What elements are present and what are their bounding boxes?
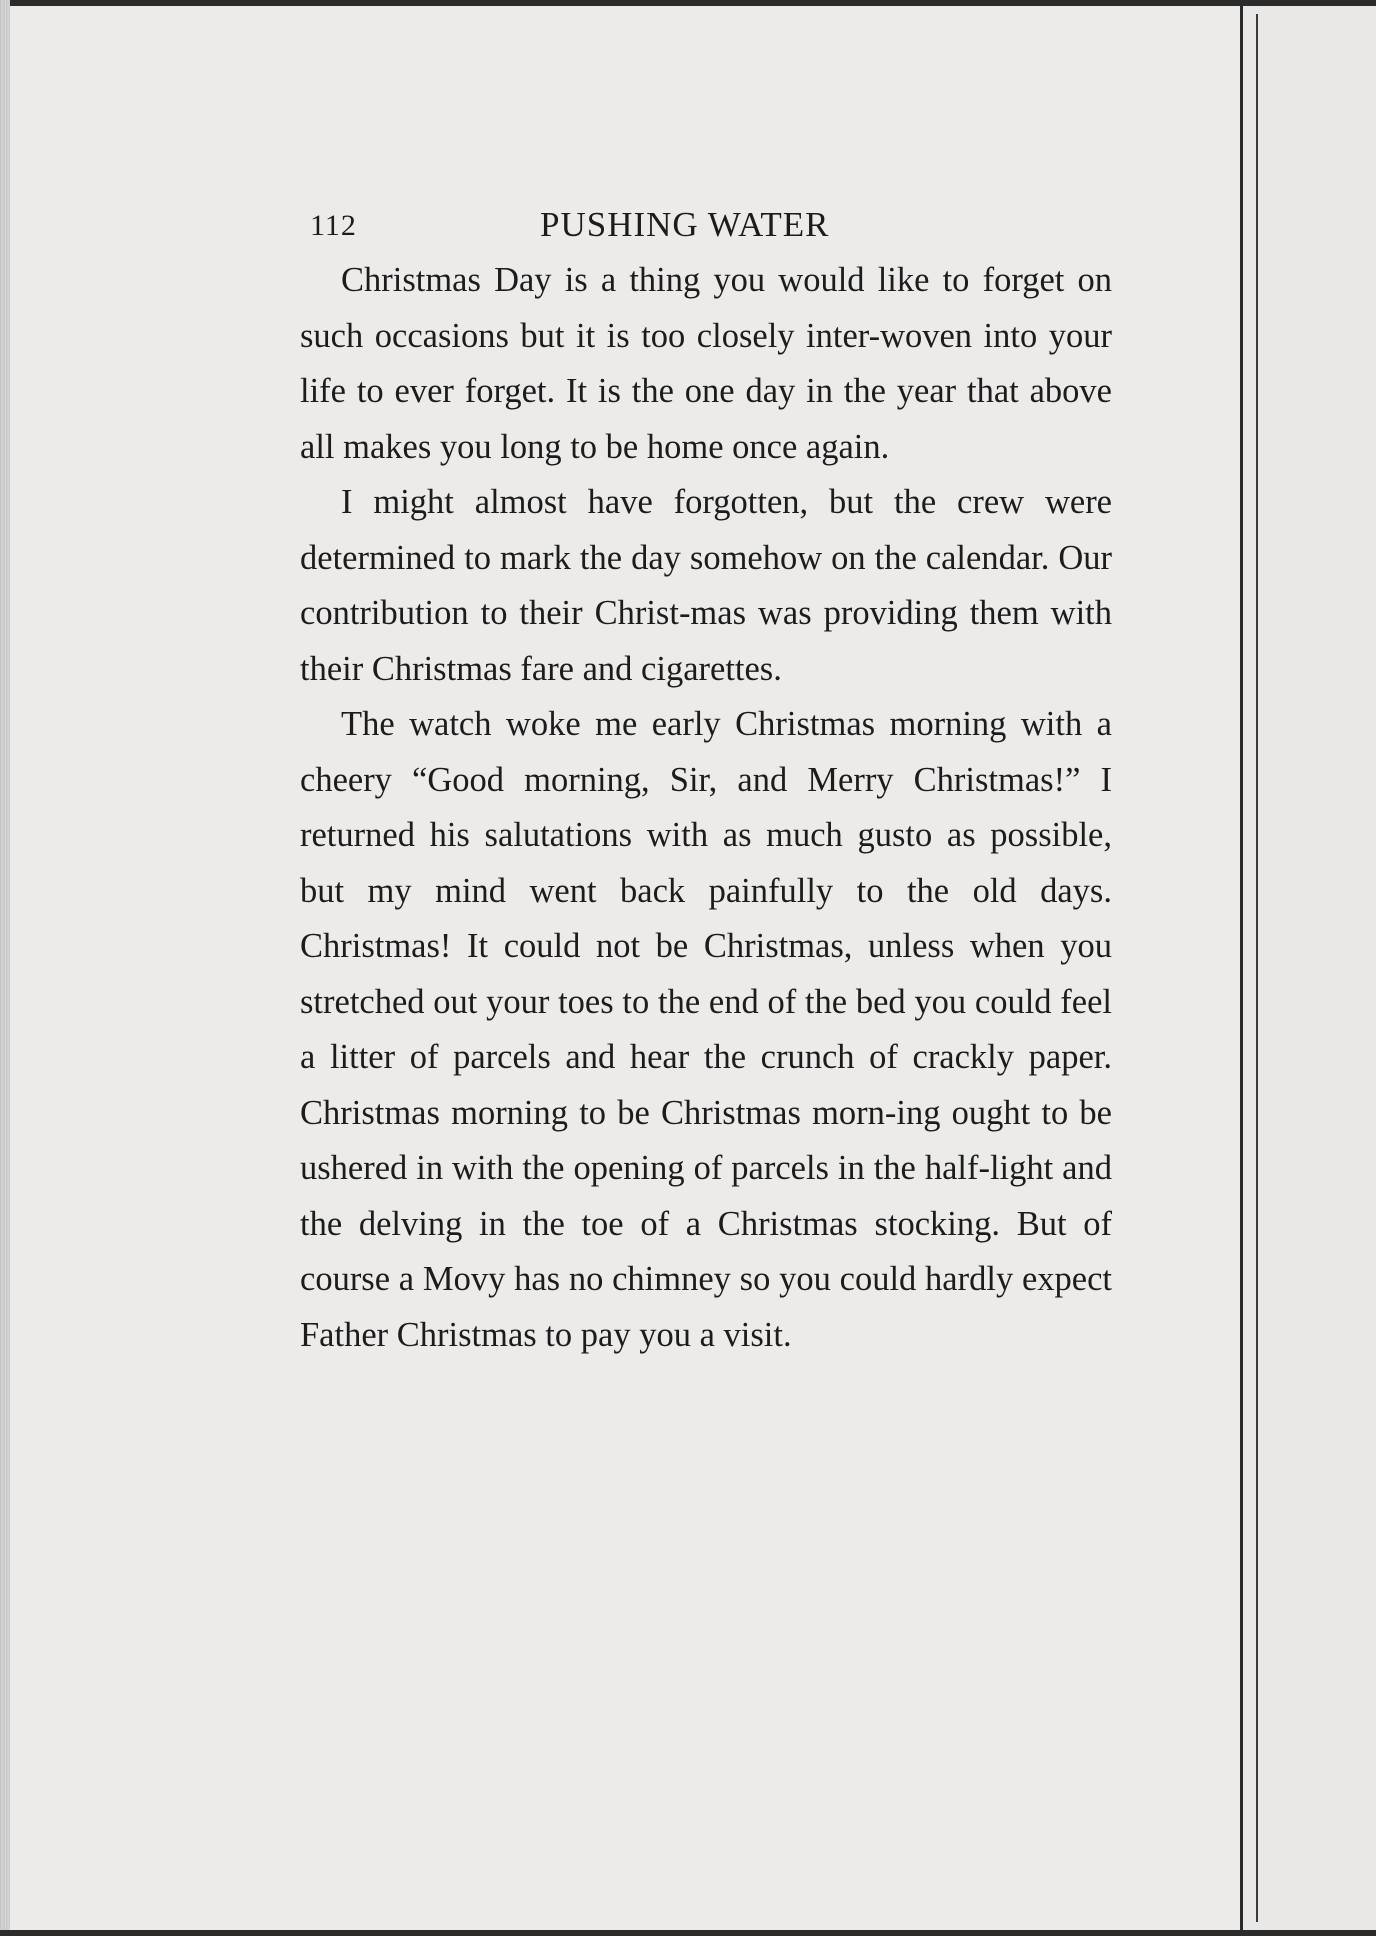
page-header (300, 205, 1112, 253)
paragraph: The watch woke me early Christmas morning with a cheery “Good morning, Sir, and Merry Christmas!” I returned his salutations with as much gusto as possible, but my mind went back painfully to the old days. Christmas! It could not be Christmas, unless when you stretched out your toes to the end of the bed you could feel a litter of parcels and hear the crunch of crackly paper. Christmas morning to be Christmas morn-ing ought to be ushered in with the opening of parcels in the half-light and the delving in the toe of a Christmas stocking. But of course a Movy has no chimney so you could hardly expect Father Christmas to pay you a visit. (300, 705, 1112, 1354)
adjacent-page (1243, 6, 1376, 1930)
book-spine-edge (0, 0, 10, 1936)
running-head: PUSHING WATER (540, 205, 830, 244)
scan-bottom-edge (0, 1930, 1376, 1936)
page-content (300, 205, 1112, 1363)
scan-top-edge (0, 0, 1376, 6)
paragraph: I might almost have forgotten, but the crew were determined to mark the day somehow on the calendar. Our contribution to their Christ-mas was providing them with their Christmas fare and cigarettes. (300, 483, 1112, 688)
page-number: 112 (310, 209, 357, 242)
body-text (300, 253, 1112, 1363)
paragraph: Christmas Day is a thing you would like to forget on such occasions but it is too closely inter-woven into your life to ever forget. It is the one day in the year that above all makes you long to be home once again. (300, 261, 1112, 466)
adjacent-page-edge (1256, 14, 1258, 1922)
